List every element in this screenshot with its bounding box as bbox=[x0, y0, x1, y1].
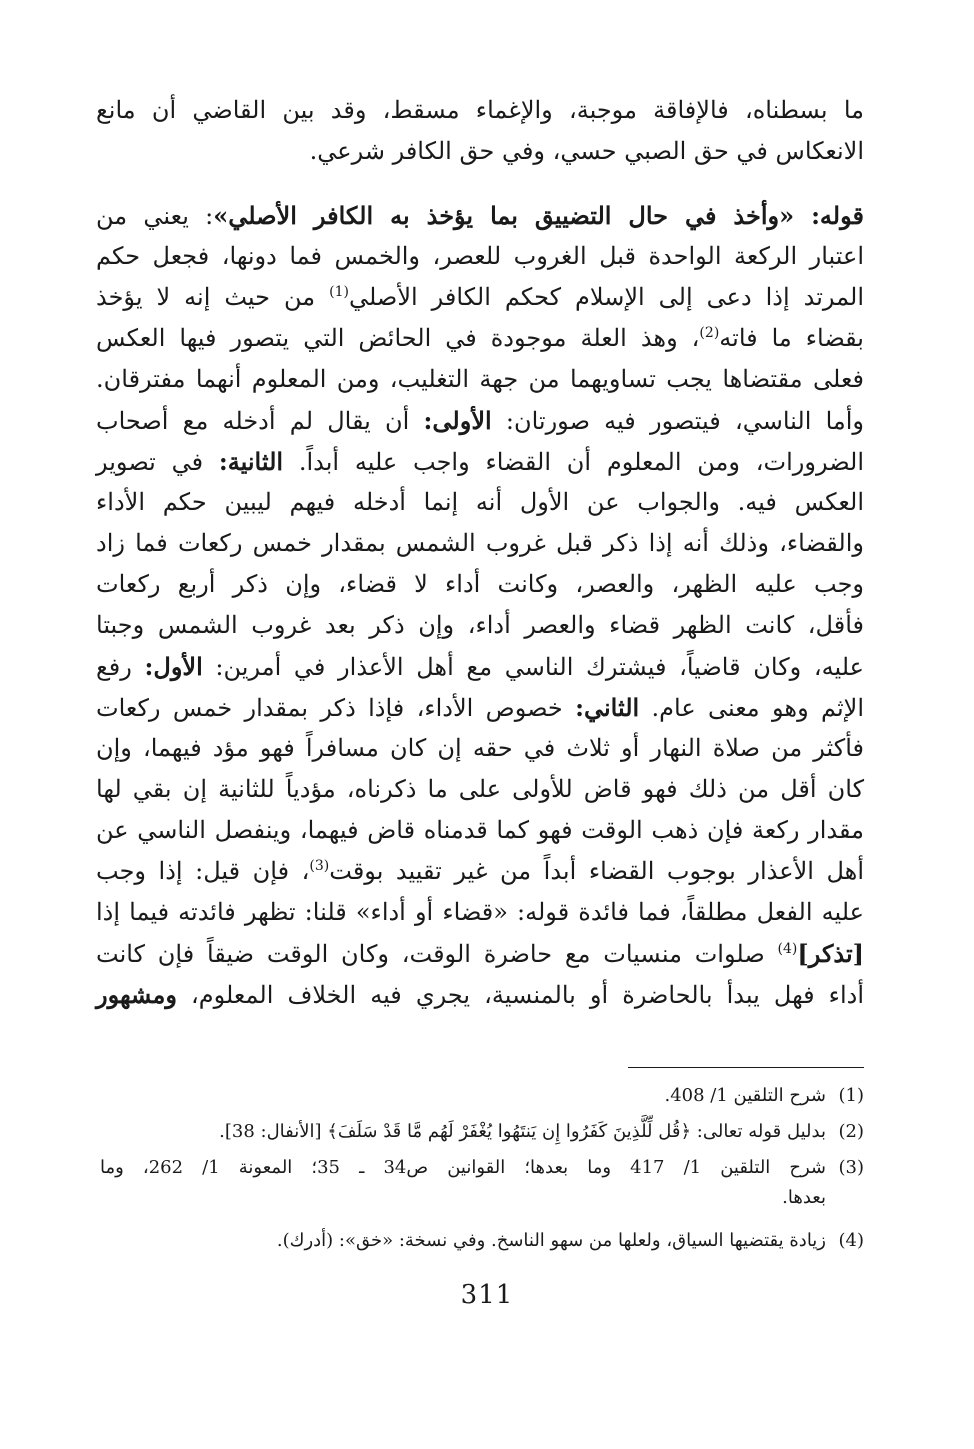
body-line: العكس فيه. والجواب عن الأول أنه إنما أدخله فيهم ليبين حكم الأداء bbox=[96, 488, 864, 516]
body-line: أداء فهل يبدأ بالحاضرة أو بالمنسية، يجري فيه الخلاف المعلوم، ومشهور bbox=[96, 980, 864, 1009]
footnote-continuation: بعدها. bbox=[782, 1187, 826, 1208]
body-line: فأكثر من صلاة النهار أو ثلاث في حقه إن كان مسافراً فهو مؤد فيهما، وإن bbox=[96, 734, 865, 762]
body-line: عليه، وكان قاضياً، فيشترك الناسي مع أهل الأعذار في أمرين: الأول: رفع bbox=[96, 652, 864, 681]
footnote bbox=[96, 1154, 864, 1182]
body-line: قوله: «وأخذ في حال التضييق بما يؤخذ به الكافر الأصلي»: يعني من bbox=[96, 201, 864, 230]
page-number: 311 bbox=[460, 1280, 514, 1310]
footnote-text: بدليل قوله تعالى: ﴿قُل لِّلَّذِينَ كَفَرُوا إِن يَنتَهُوا يُغْفَرْ لَهُم مَّا قَدْ سَلَفَ﴾ [الأنفال: 38]. bbox=[219, 1121, 826, 1142]
body-line: الانعكاس في حق الصبي حسي، وفي حق الكافر شرعي. bbox=[309, 137, 864, 165]
body-line: عليه الفعل مطلقاً، فما فائدة قوله: «قضاء أو أداء» قلنا: تظهر فائدته فيما إذا bbox=[96, 898, 864, 926]
footnote bbox=[96, 1227, 864, 1255]
footnote-separator bbox=[628, 1067, 864, 1068]
body-line: فعلى مقتضاها يجب تساويهما من جهة التغليب، ومن المعلوم أنهما مفترقان. bbox=[96, 365, 864, 393]
footnote bbox=[96, 1082, 864, 1110]
body-line: مقدار ركعة فإن ذهب الوقت فهو كما قدمناه قاض فيهما، وينفصل الناسي عن bbox=[96, 816, 864, 844]
body-line: الضرورات، ومن المعلوم أن القضاء واجب عليه أبداً. الثانية: في تصوير bbox=[96, 447, 864, 476]
footnote-number: (4) bbox=[838, 1230, 864, 1251]
body-line: ما بسطناه، فالإفاقة موجبة، والإغماء مسقط، وقد بين القاضي أن مانع bbox=[96, 96, 864, 124]
footnote-text: شرح التلقين 1/ 408. bbox=[664, 1085, 826, 1106]
footnote-number: (1) bbox=[838, 1085, 864, 1106]
body-line: الإثم وهو معنى عام. الثاني: خصوص الأداء، فإذا ذكر بمقدار خمس ركعات bbox=[96, 693, 865, 722]
footnote-text: شرح التلقين 1/ 417 وما بعدها؛ القوانين ص34 ـ 35؛ المعونة 1/ 262، وما bbox=[100, 1157, 827, 1178]
footnote-marker: (2) bbox=[699, 325, 720, 341]
footnote-marker: (4) bbox=[777, 941, 798, 957]
body-line: كان أقل من ذلك فهو قاض للأولى على ما ذكرناه، مؤدياً للثانية إن بقي لها bbox=[96, 775, 864, 803]
footnote-number: (3) bbox=[838, 1157, 864, 1178]
footnote-marker: (3) bbox=[309, 858, 330, 874]
footnote-number: (2) bbox=[838, 1121, 864, 1142]
body-line: وجب عليه الظهر، والعصر، وكانت أداء لا قضاء، وإن ذكر أربع ركعات bbox=[96, 570, 864, 598]
body-line: وأما الناسي، فيتصور فيه صورتان: الأولى: أن يقال لم أدخله مع أصحاب bbox=[96, 406, 865, 435]
body-line: [تذكر]$^{(4)}$ صلوات منسيات مع حاضرة الوقت، وكان الوقت ضيقاً فإن كانت bbox=[96, 939, 864, 968]
body-line: اعتبار الركعة الواحدة قبل الغروب للعصر، والخمس فما دونها، فجعل حكم bbox=[96, 242, 864, 270]
body-line: بقضاء ما فاته$^{(2)}$، وهذ العلة موجودة في الحائض التي يتصور فيها العكس bbox=[96, 324, 864, 352]
body-line: المرتد إذا دعى إلى الإسلام كحكم الكافر الأصلي$^{(1)}$ من حيث إنه لا يؤخذ bbox=[96, 283, 865, 311]
footnote-text: زيادة يقتضيها السياق، ولعلها من سهو الناسخ. وفي نسخة: «خق»: (أدرك). bbox=[276, 1230, 826, 1251]
body-line: أهل الأعذار بوجوب القضاء أبداً من غير تقييد بوقت$^{(3)}$، فإن قيل: إذا وجب bbox=[96, 857, 864, 885]
body-line: فأقل، كانت الظهر قضاء والعصر أداء، وإن ذكر بعد غروب الشمس وجبتا bbox=[96, 611, 864, 639]
footnote bbox=[96, 1118, 864, 1146]
footnote-marker: (1) bbox=[329, 284, 349, 300]
body-line: والقضاء، وذلك أنه إذا ذكر قبل غروب الشمس بمقدار خمس ركعات فما زاد bbox=[96, 529, 864, 557]
